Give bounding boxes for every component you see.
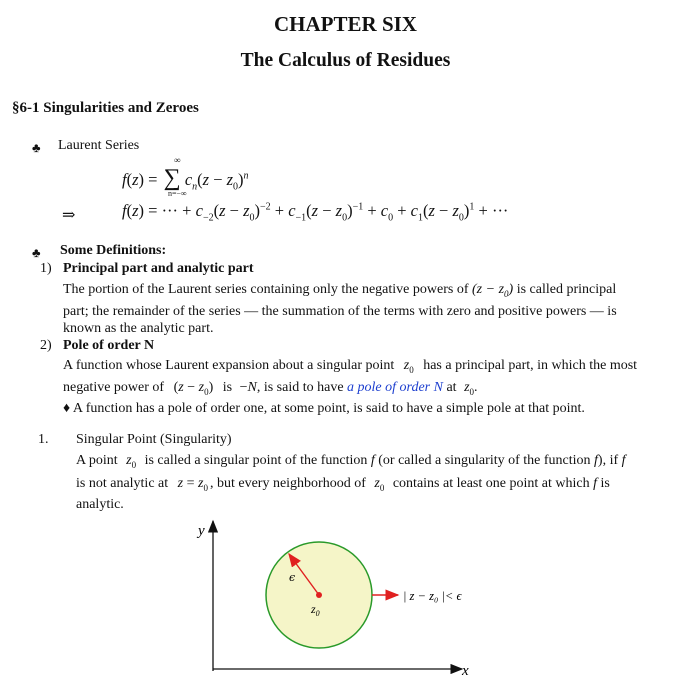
- sum-upper-limit: ∞: [174, 155, 181, 165]
- definitions-title: Some Definitions:: [60, 243, 167, 258]
- singular-line1: A point $z_0$ is called a singular point of the function f (or called a singularity of the function f), if f: [76, 453, 626, 470]
- def2-note: ♦ A function has a pole of order one, at some point, is said to have a simple pole at that point.: [63, 401, 585, 416]
- def1-line3: known as the analytic part.: [63, 321, 214, 336]
- laurent-expanded-equation: f(z) = ··· + $c_{-2}(z - z_0)^{-2} + c_{-1}(z - z_0)^{-1} + c_0 + c_1(z - z_0)^1$ + ···: [122, 201, 509, 224]
- def2-number: 2): [40, 338, 52, 353]
- center-point: [316, 592, 322, 598]
- pole-of-order-link[interactable]: a pole of order N: [347, 380, 443, 395]
- laurent-series-label: Laurent Series: [58, 138, 140, 153]
- region-label: | z − z₀ |< ϵ: [403, 589, 462, 603]
- y-axis-label: y: [198, 523, 205, 539]
- sigma-symbol: ∑: [163, 165, 181, 191]
- def2-line1: A function whose Laurent expansion about a singular point $z_0$ has a principal part, in which the most: [63, 358, 638, 375]
- chapter-title: CHAPTER SIX: [274, 12, 417, 36]
- center-label: $z_0$: [311, 602, 320, 618]
- singularity-figure: [180, 515, 500, 676]
- laurent-sum-equation: f(z) = ∞ ∑ $c_n(z - z_0)^n$ n=−∞: [122, 155, 249, 198]
- implies-arrow-icon: ⇒: [62, 207, 76, 224]
- section-heading: §6-1 Singularities and Zeroes: [12, 100, 199, 116]
- singular-point-title: Singular Point (Singularity): [76, 432, 232, 447]
- chapter-subtitle: The Calculus of Residues: [240, 50, 451, 71]
- def1-line1: The portion of the Laurent series containing only the negative powers of $(z - z_0)$ is called principal: [63, 282, 617, 299]
- item-number: 1.: [38, 432, 49, 447]
- singular-line3: analytic.: [76, 497, 124, 512]
- x-axis-label: x: [462, 663, 469, 676]
- def2-line2: negative power of $(z - z_0)$ is −N, is said to have a pole of order N at $z_0$.: [63, 380, 478, 397]
- sum-lower-limit: n=−∞: [168, 189, 187, 198]
- def1-title: Principal part and analytic part: [63, 261, 254, 276]
- def1-number: 1): [40, 261, 52, 276]
- def2-title: Pole of order N: [63, 338, 155, 353]
- epsilon-label: ϵ: [289, 571, 296, 584]
- def1-line2: part; the remainder of the series — the summation of the terms with zero and positive powers — is: [63, 304, 617, 319]
- club-bullet-icon: ♣: [32, 140, 41, 155]
- singular-line2: is not analytic at $z = z_0$ , but every neighborhood of $z_0$ contains at least one point at which f is: [76, 476, 610, 493]
- club-bullet-icon: ♣: [32, 245, 41, 260]
